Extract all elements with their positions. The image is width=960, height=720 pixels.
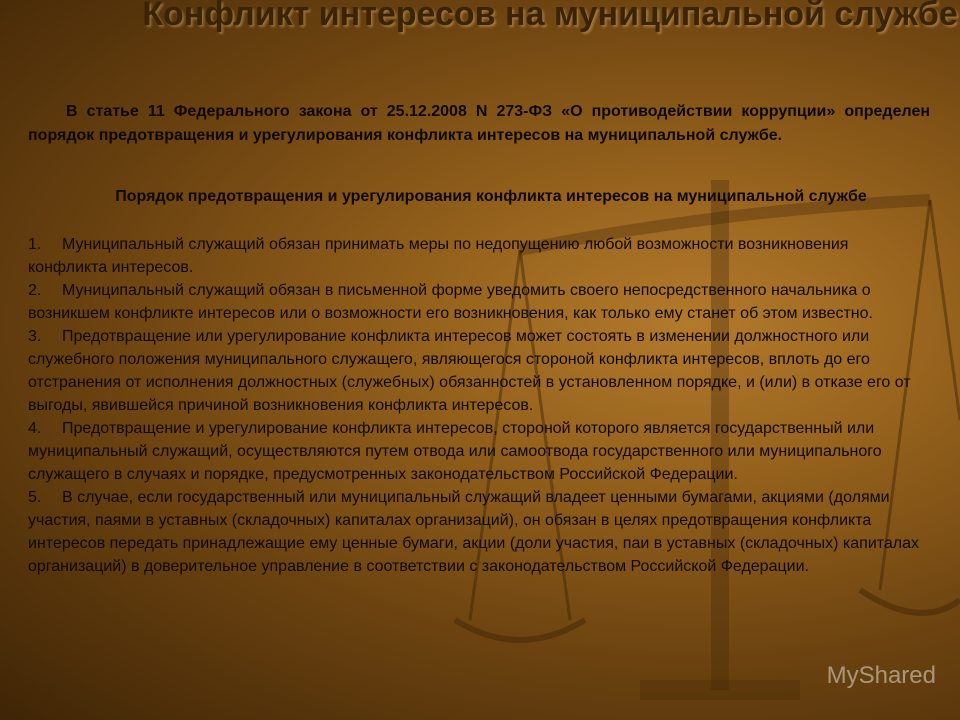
item-number: 2. (28, 282, 42, 299)
item-text: Предотвращение и урегулирование конфликта интересов, стороной которого является государственный или муниципальный служащий, осуществляются путем отвода или самоотвода государственного или муниципального служащего в случаях и порядке, предусмотренных законодательством Российской Федерации. (28, 420, 882, 483)
item-number: 1. (28, 236, 42, 253)
procedure-list (28, 233, 928, 578)
item-text: Предотвращение или урегулирование конфликта интересов может состоять в изменении должностного или служебного положения муниципального служащего, являющегося стороной конфликта интересов, вплоть до его отстранения от исполнения должностных (служебных) обязанностей в установленном порядке, и (или) в отказе его от выгоды, явившейся причиной возникновения конфликта интересов. (28, 328, 911, 414)
slide-title: Конфликт интересов на муниципальной службе (142, 0, 958, 33)
item-text: Муниципальный служащий обязан принимать меры по недопущению любой возможности возникновения конфликта интересов. (28, 236, 849, 276)
section-heading: Порядок предотвращения и урегулирования конфликта интересов на муниципальной службе (115, 188, 867, 205)
item-number: 4. (28, 420, 42, 437)
list-item (28, 325, 928, 417)
item-text: В случае, если государственный или муниципальный служащий владеет ценными бумагами, акциями (долями участия, паями в уставных (складочных) капиталах организаций), он обязан в целях предотвращения конфликта интересов передать принадлежащие ему ценные бумаги, акции (доли участия, паи в уставных (складочных) капиталах организаций) в доверительное управление в соответствии с законодательством Российской Федерации. (28, 489, 920, 575)
list-item (28, 233, 928, 279)
item-number: 5. (28, 489, 42, 506)
watermark: MyShared (826, 662, 936, 689)
list-item (28, 417, 928, 486)
item-number: 3. (28, 328, 42, 345)
list-item (28, 279, 928, 325)
item-text: Муниципальный служащий обязан в письменной форме уведомить своего непосредственного начальника о возникшем конфликте интересов или о возможности его возникновения, как только ему станет об этом известно. (28, 282, 873, 322)
intro-paragraph: В статье 11 Федерального закона от 25.12.2008 N 273-ФЗ «О противодействии коррупции» определен порядок предотвращения и урегулирования конфликта интересов на муниципальной службе. (28, 103, 930, 144)
list-item (28, 486, 928, 578)
